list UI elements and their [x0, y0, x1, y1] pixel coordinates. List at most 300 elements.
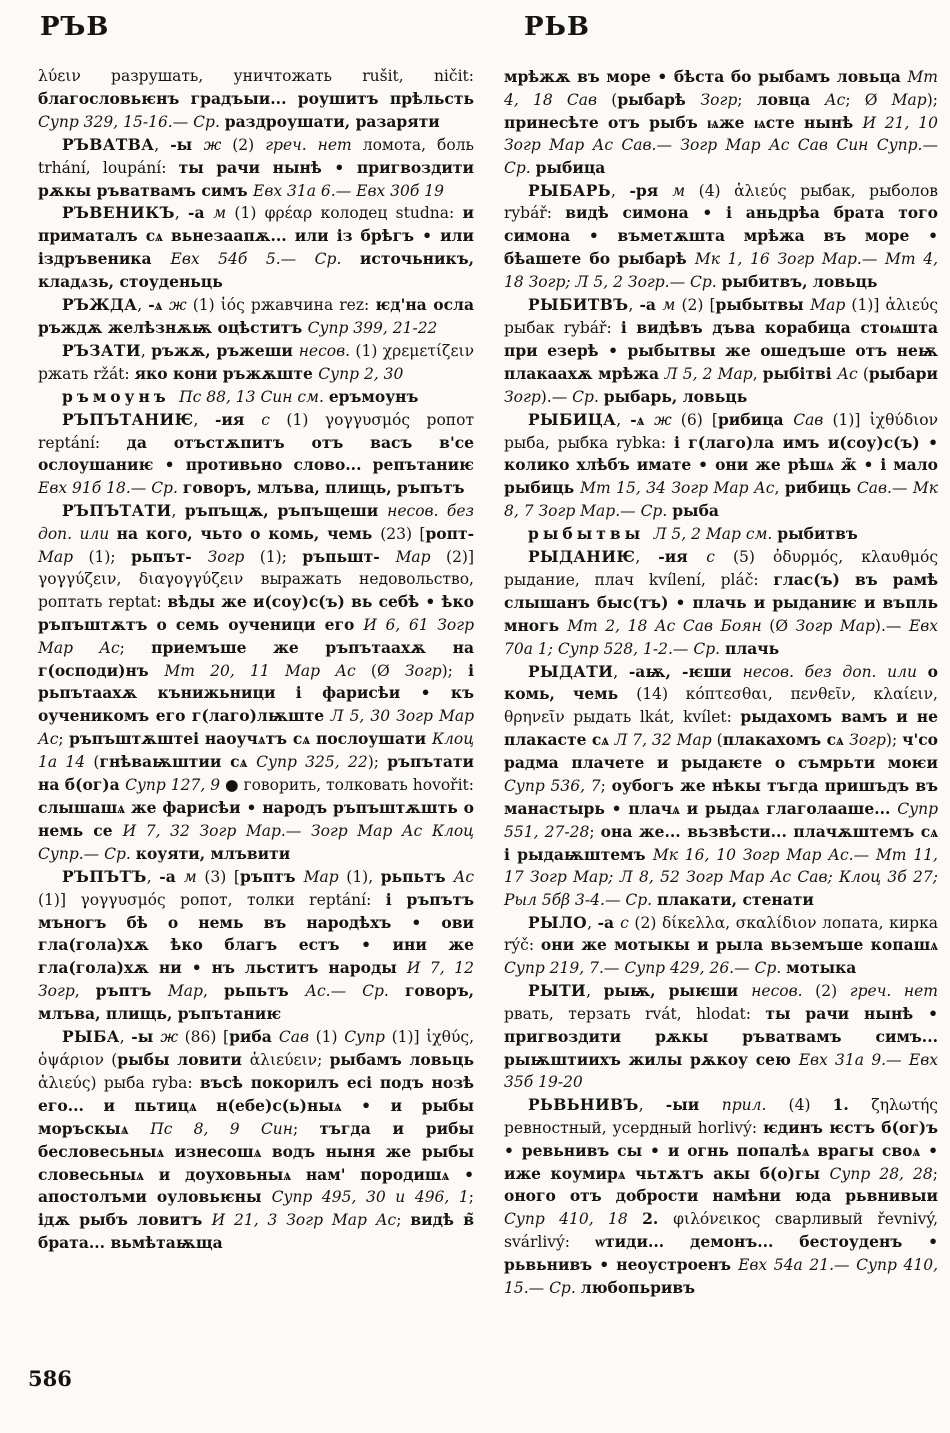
headword: РЫЛО [528, 912, 588, 932]
text-segment: м [183, 867, 205, 886]
text-segment: ѡтиди... демонъ... бестоуденъ • рьвьнивъ • неоустроенъ [504, 1232, 938, 1275]
text-segment: і ръпътъ мъногъ бѣ о немь въ народѣхъ • ови гла(гола)хѫ ѣко благъ естъ • ини же гла(гола)хѫ ни • нъ льститъ народы [38, 889, 475, 978]
text-segment: колодец studna: [320, 204, 463, 223]
headword: РЫБАРЬ [528, 180, 611, 200]
text-segment: (Ø [769, 616, 796, 635]
text-segment: -ѧ [630, 409, 655, 429]
text-segment: Супр [344, 1028, 392, 1047]
text-segment: φρέαρ [264, 204, 321, 223]
text-segment: ; Ø [845, 90, 892, 109]
text-segment: -ия [658, 547, 707, 567]
text-segment: (1), [346, 867, 381, 886]
text-segment: Евх 54б 5.— Ср. [170, 250, 360, 269]
text-segment: м [213, 204, 235, 223]
text-segment: И 7, 12 Зогр [38, 959, 474, 1001]
text-segment: с [706, 548, 733, 567]
dictionary-entry [504, 546, 938, 661]
text-segment: ржавчина rez: [250, 296, 376, 315]
text-segment: ἁλιεύς [734, 181, 801, 200]
text-segment: ж [654, 410, 681, 429]
text-segment: да отъстѫпитъ отъ васъ в'се ослоушаниѥ • противьно слово... репътаниѥ [38, 432, 474, 475]
text-segment: рыба [672, 501, 719, 521]
text-segment: ръпъщѫ, ръпъщеши [184, 501, 388, 521]
text-segment: она же... вьзвѣсти... плачѫштемъ сѧ і рыдаѭштемъ [504, 821, 938, 864]
headword: РЪЗАТИ [62, 340, 141, 360]
text-segment: ἁλιεύς [885, 296, 939, 315]
dictionary-entry [38, 340, 474, 386]
text-segment: (1); [259, 548, 303, 567]
text-segment: о комь, чемь [504, 661, 938, 704]
text-segment: (4) [788, 1095, 833, 1114]
text-segment: ἰχθύς, ὀψάριον [38, 1028, 475, 1069]
text-segment: (1)] [851, 296, 886, 315]
text-segment: Ас [453, 867, 475, 886]
text-segment: глас(ъ) въ рамѣ слышанъ быс(тъ) • плачь и рыданиѥ и въпль многь [504, 569, 938, 635]
text-segment: принесѣте отъ рыбъ ѩже ѩсте нынѣ [504, 112, 863, 132]
text-segment: ч'со радма плачете и рыдаѥте о съмрьти моѥи [504, 730, 938, 773]
text-segment: , [774, 479, 785, 498]
text-segment: ἰχθύδιον [869, 410, 938, 429]
text-segment: И 21, 3 Зогр Мар Ас [211, 1211, 397, 1230]
text-segment: прил. [721, 1095, 789, 1114]
text-segment: раздроушати, разаряти [224, 111, 440, 131]
text-segment: еръмоунъ [328, 386, 419, 406]
text-segment: -а [188, 203, 214, 223]
text-segment: рыбамъ ловьць [329, 1049, 475, 1069]
text-segment: яко кони ръжѫште [134, 363, 319, 383]
text-segment: видѣ в̃ брата... вьмѣтаѭща [38, 1210, 474, 1253]
text-segment: слышашѧ же фарисѣи • народъ ръпъштѫшть о немь се [38, 798, 474, 840]
text-segment: , [146, 867, 160, 886]
text-segment: Супр 325, 22 [256, 753, 368, 772]
text-segment: благословьѥнъ градъыи... роушитъ прѣльсть [38, 88, 474, 108]
text-segment: любопьривъ [580, 1278, 696, 1298]
text-segment: с [620, 913, 635, 932]
text-segment: рыбак, рыболов rybář: [504, 181, 939, 223]
text-segment: -ы [131, 1027, 161, 1047]
text-segment: Зогр [700, 90, 738, 109]
text-segment: (1) [315, 1028, 345, 1047]
text-segment: греч. нет [849, 982, 938, 1001]
text-segment: Мар [38, 548, 89, 567]
text-segment: Евх 31а 6.— Евх 30б 19 [253, 181, 444, 200]
text-segment: ● говорить, толковать hovořit: [225, 776, 474, 795]
headword: РЫБИЦА [528, 409, 617, 429]
text-segment: ; [932, 1164, 939, 1183]
text-segment: рыбытвы [715, 295, 811, 315]
text-segment: рыба, рыбка rybka: [504, 433, 674, 452]
text-segment: ты рачи нынѣ • пригвоздити рѫкы ръватвамъ симъ [38, 157, 474, 200]
text-segment: Зогр [404, 661, 442, 680]
text-segment: Мк 1, 16 Зогр Мар.— Мт 4, 18 Зогр; Л 5, 2 Зогр.— Ср. [504, 250, 938, 292]
dictionary-entry [504, 294, 938, 409]
text-segment: рыбарѣ [617, 89, 701, 109]
text-segment: (1) [234, 204, 265, 223]
text-segment: Ас [837, 364, 863, 383]
text-segment: ѥдинъ ѥстъ б(ог)ъ • ревьнивъ сы • и огнь попалѣѧ врагы своѧ • иже коумирѧ чьтѫтъ акы б(о)гы [504, 1117, 938, 1183]
text-segment: приемъше же ръпътаахѫ на г(осподи)нъ [38, 637, 474, 680]
text-segment: , [611, 181, 630, 200]
text-segment: -ыи [665, 1094, 722, 1114]
text-segment: 1. [832, 1094, 872, 1114]
text-segment: γογγύζειν, διαγογγύζειν [38, 569, 261, 588]
text-segment: ).— [874, 616, 909, 635]
text-segment: рыбы ловити [117, 1049, 250, 1069]
text-segment: δίκελλα, σκαλίδιον [661, 913, 823, 932]
text-segment: ) рыба ryba: [90, 1073, 200, 1092]
text-segment: , [202, 982, 224, 1001]
text-segment: (1) [192, 296, 221, 315]
text-segment: Супр 329, 15-16.— Ср. [38, 112, 225, 131]
text-segment: , [752, 364, 763, 383]
text-segment: ж [168, 296, 193, 315]
text-segment: Ср. [572, 387, 604, 406]
left-column-text [38, 66, 474, 1255]
dictionary-entry [38, 500, 474, 866]
text-segment: -ия [214, 409, 262, 429]
text-segment: (2) [ [681, 296, 716, 315]
text-segment: ѥд'на осла ръждѫ желѣзнѫѭ оцѣститъ [38, 295, 474, 337]
text-segment: , [154, 135, 171, 154]
text-segment: ); [367, 753, 388, 772]
text-segment: -а [639, 295, 663, 315]
text-segment: χρεμετίζειν [382, 341, 474, 360]
dictionary-entry [38, 294, 474, 340]
text-segment: Евх 54а 21.— Супр 410, 15.— Ср. [504, 1256, 939, 1298]
text-segment: Мар [810, 296, 852, 315]
text-segment: (3) [ [204, 867, 240, 886]
text-segment: ζηλωτής [871, 1095, 938, 1114]
text-segment: м [662, 296, 682, 315]
text-segment: несов. без доп. или [38, 502, 475, 544]
text-segment: рыѭ, рыѥши [603, 981, 752, 1001]
text-segment: ловца [756, 89, 825, 109]
left-column [38, 12, 474, 1255]
text-segment: рыбытвы [528, 524, 654, 544]
text-segment: рьпьтъ [223, 981, 306, 1001]
text-segment: γογγυσμός [324, 410, 427, 429]
text-segment: Мт 15, 34 Зогр Мар Ас [580, 479, 775, 498]
text-segment: рибиць [784, 478, 857, 498]
text-segment: κόπτεσθαι, πενθεῖν, κλαίειν, θρηνεῖν [504, 685, 938, 727]
text-segment: ропот reptání: [38, 410, 475, 452]
text-segment: И 21, 10 Зогр Мар Ас Сав.— Зогр Мар Ас Сав Син Супр.— Ср. [504, 113, 938, 177]
headword: РЪВАТВА [62, 134, 155, 154]
text-segment: ).— [540, 387, 573, 406]
text-segment: ; [292, 1119, 320, 1138]
dictionary-entry [38, 134, 474, 203]
headword: РЪПЪТАТИ [62, 501, 172, 521]
text-segment: сварливый řevnivý, svárlivý: [504, 1210, 938, 1252]
text-segment: (1); [88, 548, 132, 567]
headword: РЪВЕНИКЪ [62, 203, 175, 223]
text-segment: Зогр [504, 387, 541, 406]
text-segment: -аѭ, -ѥши [628, 661, 743, 681]
text-segment: и приматалъ сѧ вьнезаапѫ... или із брѣгъ • или іздръвеника [38, 203, 474, 269]
text-segment: Сав [793, 410, 833, 429]
text-segment: , [628, 296, 640, 315]
text-segment: і видѣвъ дъва корабица стоѩшта при езерѣ • рыбытвы же ошедъше отъ неѭ плакаахѫ мрѣжа [504, 317, 939, 383]
dictionary-entry [504, 661, 938, 912]
text-segment: ; [396, 1211, 411, 1230]
text-segment: ръпътати на б(ог)а [38, 752, 474, 795]
text-segment: Л 5, 30 Зогр Мар Ас [38, 707, 475, 749]
headword: РЬВЬНИВЪ [528, 1094, 639, 1114]
headword: РЪПЪТЪ [62, 866, 147, 886]
text-segment: с [261, 410, 287, 429]
text-segment: ( [862, 364, 869, 383]
text-segment: рыбитвъ [777, 524, 858, 544]
text-segment: рвать, терзать rvát, hlodat: [504, 1005, 766, 1024]
text-segment: плакати, стенати [657, 889, 814, 909]
text-segment: (1)] [832, 410, 870, 429]
text-segment: ; [589, 822, 601, 841]
text-segment: Пс 8, 9 Син [150, 1119, 293, 1138]
text-segment: рьпьтъ [380, 866, 454, 886]
text-segment: коуяти, млъвити [135, 843, 291, 863]
text-segment: ; [737, 90, 757, 109]
dictionary-entry [504, 180, 938, 295]
dictionary-entry [38, 1026, 474, 1255]
text-segment: , [193, 410, 215, 429]
text-segment: Зогр Мар [795, 616, 875, 635]
text-segment: говоръ, млъва, плищь, ръпътаниѥ [38, 981, 475, 1024]
text-segment: -а [159, 866, 184, 886]
headword: РЫБА [62, 1027, 120, 1047]
text-segment: , [586, 982, 604, 1001]
text-segment: ; [600, 777, 612, 796]
text-segment: Евх 31а 9.— Евх 35б 19-20 [504, 1050, 938, 1091]
text-segment: , [119, 1028, 132, 1047]
headword: РЫДАНИѤ [528, 547, 636, 567]
headword: РЫТИ [528, 981, 587, 1001]
text-segment: Зогр [849, 731, 886, 750]
text-segment: (6) [ [680, 410, 718, 429]
text-segment: ( [716, 731, 723, 750]
text-segment: Л 7, 32 Мар [614, 731, 717, 750]
text-segment: λύειν [38, 67, 112, 85]
text-segment: источьникъ, кладѧзь, стоуденьць [38, 249, 474, 292]
text-segment: Супр 219, 7.— Супр 429, 26.— Ср. [504, 959, 787, 978]
dictionary-entry [504, 409, 938, 524]
text-segment: (2) [232, 135, 266, 154]
text-segment: рыбари [868, 363, 938, 383]
text-segment: , [137, 296, 149, 315]
text-segment: , [171, 502, 185, 521]
text-segment: они же мотыкы и рыла вьземъше копашѧ [540, 935, 939, 955]
text-segment: Мк 16, 10 Зогр Мар Ас.— Мт 11, 17 Зогр Мар; Л 8, 52 Зогр Мар Ас Сав; Клоц 3б 27; Рыл 5бβ 3-4.— Ср. [504, 845, 938, 909]
text-segment: Супр 495, 30 и 496, 1 [271, 1188, 469, 1207]
text-segment: ръмоунъ [62, 386, 180, 406]
right-column [504, 12, 938, 1300]
text-segment: , [616, 410, 631, 429]
text-segment: ἁλιεύειν [249, 1050, 318, 1069]
text-segment: И 7, 32 Зогр Мар.— Зогр Мар Ас Клоц Супр.— Ср. [38, 821, 474, 863]
text-segment: ръжѫ, ръжеши [151, 340, 299, 360]
text-segment: (1)] [391, 1028, 427, 1047]
dictionary-entry [38, 66, 474, 134]
text-segment: плакахомъ сѧ [722, 730, 850, 750]
text-segment: (23) [ [380, 525, 426, 544]
text-segment: въсѣ покорилъ есі подъ нозѣ его... и пьтицѧ н(ебе)с(ь)ныѧ • и рыбы моръскыѧ [38, 1072, 474, 1138]
text-segment: Супр 2, 30 [318, 364, 404, 383]
text-segment: ревностный, усердный horlivý: [504, 1118, 763, 1137]
text-segment: ржать ržát: [38, 364, 135, 383]
dictionary-entry [38, 866, 474, 1026]
text-segment: Пс 88, 13 Син см. [179, 387, 329, 406]
text-segment: несов. [751, 982, 816, 1001]
text-segment: несов. [298, 341, 356, 360]
text-segment: мотыка [786, 958, 857, 978]
dictionary-entry [504, 912, 938, 981]
page-number: 586 [28, 1366, 72, 1391]
text-segment: ; [317, 1050, 330, 1069]
text-segment: Ас [824, 90, 846, 109]
text-segment: , [638, 1095, 666, 1114]
text-segment: Супр 399, 21-22 [307, 318, 438, 337]
text-segment: рыбак rybář: [504, 318, 621, 337]
text-segment: ( [111, 1050, 118, 1069]
text-segment: , [174, 204, 189, 223]
dictionary-entry [504, 66, 938, 180]
running-head-left: РЪВ [40, 12, 110, 42]
text-segment: м [672, 181, 699, 200]
text-segment: Ас.— Ср. [305, 982, 405, 1001]
text-segment: ропот, толки reptání: [180, 890, 386, 909]
text-segment: ръптъ [95, 981, 168, 1001]
text-segment: Супр 551, 27-28 [504, 800, 938, 841]
text-segment: ідѫ рыбъ ловитъ [38, 1210, 212, 1230]
headword: РЫДАТИ [528, 661, 614, 681]
text-segment: ; [468, 1188, 475, 1207]
dictionary-entry [504, 1094, 938, 1300]
text-segment: ръптъ [239, 866, 304, 886]
text-segment: несов. без доп. или [742, 662, 928, 681]
text-segment: рыбитвъ, ловьць [721, 272, 878, 292]
right-column-text [504, 66, 938, 1300]
text-segment: Мар [891, 90, 927, 109]
text-segment: Мар [395, 548, 447, 567]
text-segment: , [613, 662, 629, 681]
text-segment: Мт 2, 18 Ас Сав Боян [567, 616, 770, 635]
text-segment: И 6, 61 Зогр Мар Ас [38, 615, 474, 657]
text-segment: ж [160, 1028, 185, 1047]
headword: РЪЖДА [62, 295, 138, 315]
text-segment: Мт 4, 18 Сав [504, 68, 938, 109]
text-segment: оного отъ добрости намѣни юда рьвнивыи [504, 1186, 938, 1206]
text-segment: ἰός [220, 296, 251, 315]
text-segment: ; [58, 730, 70, 749]
text-segment: ); [885, 731, 903, 750]
text-segment: Зогр [207, 548, 260, 567]
text-segment: Мт 20, 11 Мар Ас [164, 661, 371, 680]
text-segment: і г(лаго)ла имъ и(соу)с(ъ) • колико хлѣбъ имате • они же рѣшѧ ж̃ • і мало рыбиць [504, 432, 938, 498]
text-segment: греч. нет [265, 135, 363, 154]
text-segment: ръпъштѫштеі наоучѧтъ сѧ послоушати [69, 729, 432, 749]
running-head-right: РЬВ [524, 12, 590, 42]
text-segment: Сав.— Мк 8, 7 Зогр Мар.— Ср. [504, 479, 939, 521]
text-segment: γογγυσμός [80, 890, 181, 909]
text-segment: φιλόνεικος [673, 1210, 775, 1229]
text-segment: ἁλιεύς [38, 1073, 91, 1092]
text-segment: рыдать lkát, kvílet: [573, 708, 741, 727]
text-segment: (1) [286, 410, 325, 429]
text-segment: , [587, 913, 598, 932]
text-segment: разрушать, уничтожать rušit, ničit: [111, 67, 474, 85]
text-segment: мрѣжѫ въ море • бѣста бо рыбамъ ловьца [504, 67, 908, 86]
text-segment: оубогъ же нѣкы тъгда пришъдъ въ манастырь • плачѧ и рыдаѧ глаголааше... [504, 776, 939, 818]
text-segment: , [140, 341, 152, 360]
text-segment: (4) [698, 181, 735, 200]
text-segment: лопата, кирка rýč: [504, 913, 939, 955]
text-segment: , [74, 982, 96, 1001]
text-segment: ж [203, 135, 233, 154]
text-segment: (86) [ [184, 1028, 230, 1047]
text-segment: (2)] [446, 548, 475, 567]
text-segment: Л 5, 2 Мар см. [653, 525, 778, 544]
text-segment: ломота, боль trhání, loupání: [38, 135, 474, 177]
text-segment: Мар [167, 982, 203, 1001]
text-segment: ὀδυρμός, κλαυθμός [772, 548, 939, 567]
text-segment: ); [926, 90, 938, 109]
dictionary-entry [38, 409, 474, 501]
text-segment: рыбітві [762, 363, 838, 383]
text-segment: -ы [170, 134, 204, 154]
text-segment: рыдание, плач kvílení, pláč: [504, 570, 774, 589]
text-segment: і рьпътаахѫ кънижьници і фарисѣи • къ оученикомъ его г(лаго)лѭште [38, 660, 475, 726]
text-segment: на кого, чьто о комь, чемь [116, 524, 381, 544]
text-segment: ты рачи нынѣ • пригвоздити рѫкы ръватвамъ симъ... рыѭштиихъ жилы рѫкоу сею [504, 1004, 938, 1069]
text-segment: 2. [642, 1209, 674, 1229]
text-segment: плачь [724, 638, 780, 658]
text-segment: (2) [634, 913, 662, 932]
text-segment: выражать недовольство, роптать reptat: [38, 569, 474, 611]
text-segment: -а [597, 912, 621, 932]
text-segment: гнѣваѭштии сѧ [99, 752, 257, 772]
text-segment: (Ø [370, 661, 405, 680]
text-segment: (14) [636, 685, 686, 704]
text-segment: ; [119, 638, 152, 657]
text-segment: (1)] [38, 890, 81, 909]
text-segment: ( [93, 753, 100, 772]
text-segment: Сав [278, 1028, 316, 1047]
text-segment: Супр 28, 28 [829, 1164, 933, 1183]
text-segment: Л 5, 2 Мар [664, 364, 753, 383]
headword: РЪПЪТАНИѤ [62, 409, 194, 429]
text-segment: риба [229, 1027, 279, 1047]
text-segment: тъгда и рибы бесловесьныѧ изнесошѧ водъ ныня же рыбы словесьныѧ и доуховьныѧ нам' породишѧ • апостолъми оуловьѥны [38, 1118, 474, 1207]
text-segment: Супр 127, 9 [125, 776, 225, 795]
dictionary-entry [38, 386, 474, 409]
text-segment: рьпът- [131, 547, 208, 567]
text-segment: рыбица [535, 157, 606, 177]
text-segment: -ѧ [148, 295, 169, 315]
text-segment: ( [611, 90, 618, 109]
text-segment: Супр 536, 7 [504, 777, 601, 796]
text-segment: рибица [717, 409, 794, 429]
dictionary-entry [504, 523, 938, 546]
text-segment: Евх 70а 1; Супр 528, 1-2.— Ср. [504, 616, 939, 658]
text-segment: говоръ, млъва, плищь, ръпътъ [182, 478, 465, 498]
text-segment: , [635, 548, 659, 567]
text-segment: ропт- [425, 524, 474, 544]
text-segment: Супр 410, 18 [504, 1210, 643, 1229]
text-segment: Евх 91б 18.— Ср. [38, 479, 183, 498]
text-segment: вѣды же и(соу)с(ъ) вь себѣ • ѣко ръпъштѫтъ о семь оученици его [38, 591, 474, 634]
text-segment: ); [441, 661, 469, 680]
dictionary-entry [504, 980, 938, 1094]
text-segment: (2) [815, 982, 850, 1001]
